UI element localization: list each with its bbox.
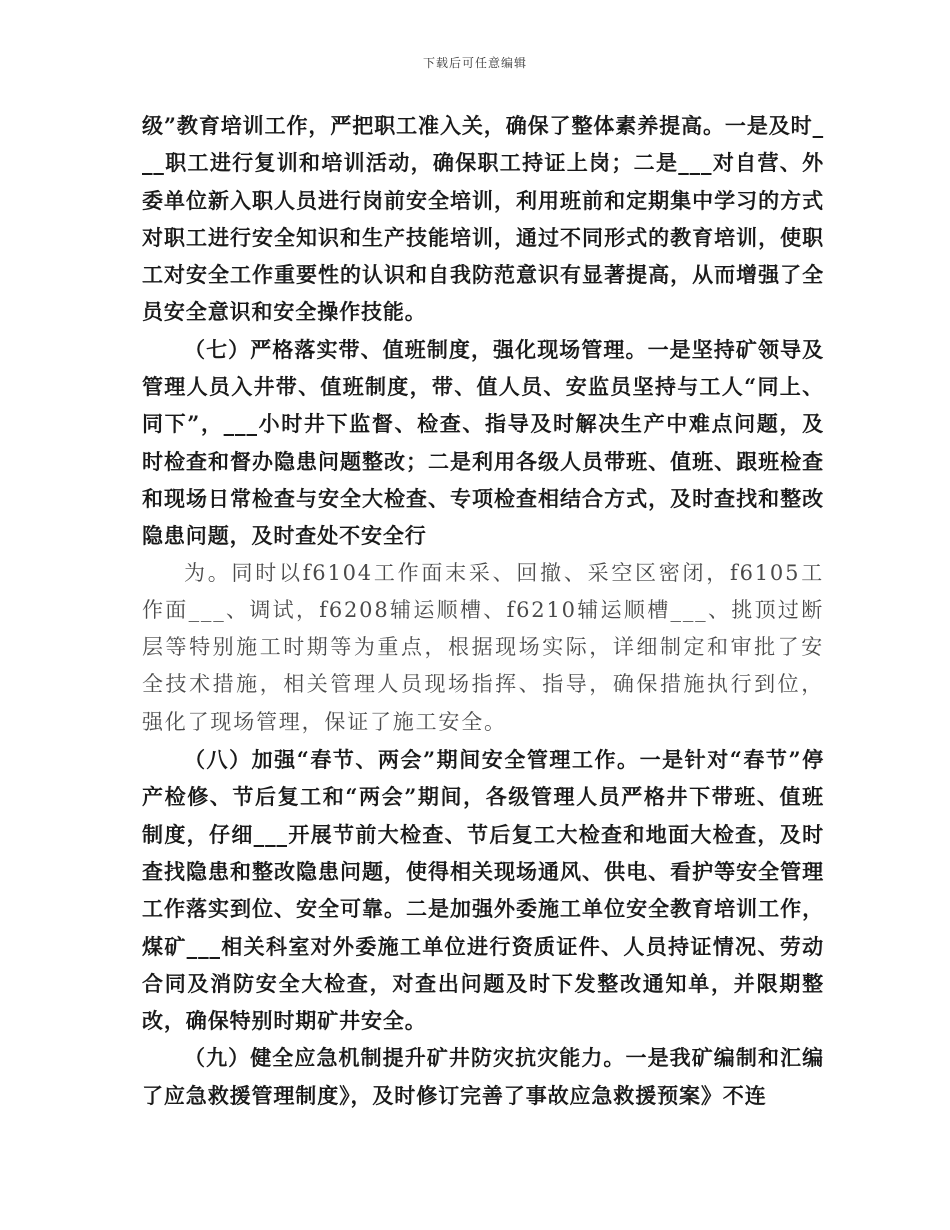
paragraph-section-7: （七）严格落实带、值班制度，强化现场管理。一是坚持矿领导及管理人员入井带、值班制度，带、值人员、安监员坚持与工人“同上、同下”，___小时井下监督、检查、指导及时解决生产中难点问题，及时检查和督办隐患问题整改；二是利用各级人员带班、值班、跟班检查和现场日常检查与安全大检查、专项检查相结合方式，及时查找和整改隐患问题，及时查处不安全行 <box>142 336 824 549</box>
paragraph-section-7-continued: 为。同时以f6104工作面末采、回撤、采空区密闭，f6105工作面___、调试，f6208辅运顺槽、f6210辅运顺槽___、挑顶过断层等特别施工时期等为重点，根据现场实际，详细制定和审批了安全技术措施，相关管理人员现场指挥、指导，确保措施执行到位，强化了现场管理，保证了施工安全。 <box>142 560 824 734</box>
document-body <box>142 107 824 1114</box>
paragraph-training: 级”教育培训工作，严把职工准入关，确保了整体素养提高。一是及时___职工进行复训和培训活动，确保职工持证上岗；二是___对自营、外委单位新入职人员进行岗前安全培训，利用班前和定期集中学习的方式对职工进行安全知识和生产技能培训，通过不同形式的教育培训，使职工对安全工作重要性的认识和自我防范意识有显著提高，从而增强了全员安全意识和安全操作技能。 <box>142 113 824 325</box>
paragraph-section-9: （九）健全应急机制提升矿井防灾抗灾能力。一是我矿编制和汇编了应急救援管理制度》，及时修订完善了事故应急救援预案》不连 <box>142 1045 824 1108</box>
page-header: 下载后可任意编辑 <box>422 56 527 70</box>
paragraph-section-8: （八）加强“春节、两会”期间安全管理工作。一是针对“春节”停产检修、节后复工和“两会”期间，各级管理人员严格井下带班、值班制度，仔细___开展节前大检查、节后复工大检查和地面大检查，及时查找隐患和整改隐患问题，使得相关现场通风、供电、看护等安全管理工作落实到位、安全可靠。二是加强外委施工单位安全教育培训工作，煤矿___相关科室对外委施工单位进行资质证件、人员持证情况、劳动合同及消防安全大检查，对查出问题及时下发整改通知单，并限期整改，确保特别时期矿井安全。 <box>142 747 824 1034</box>
